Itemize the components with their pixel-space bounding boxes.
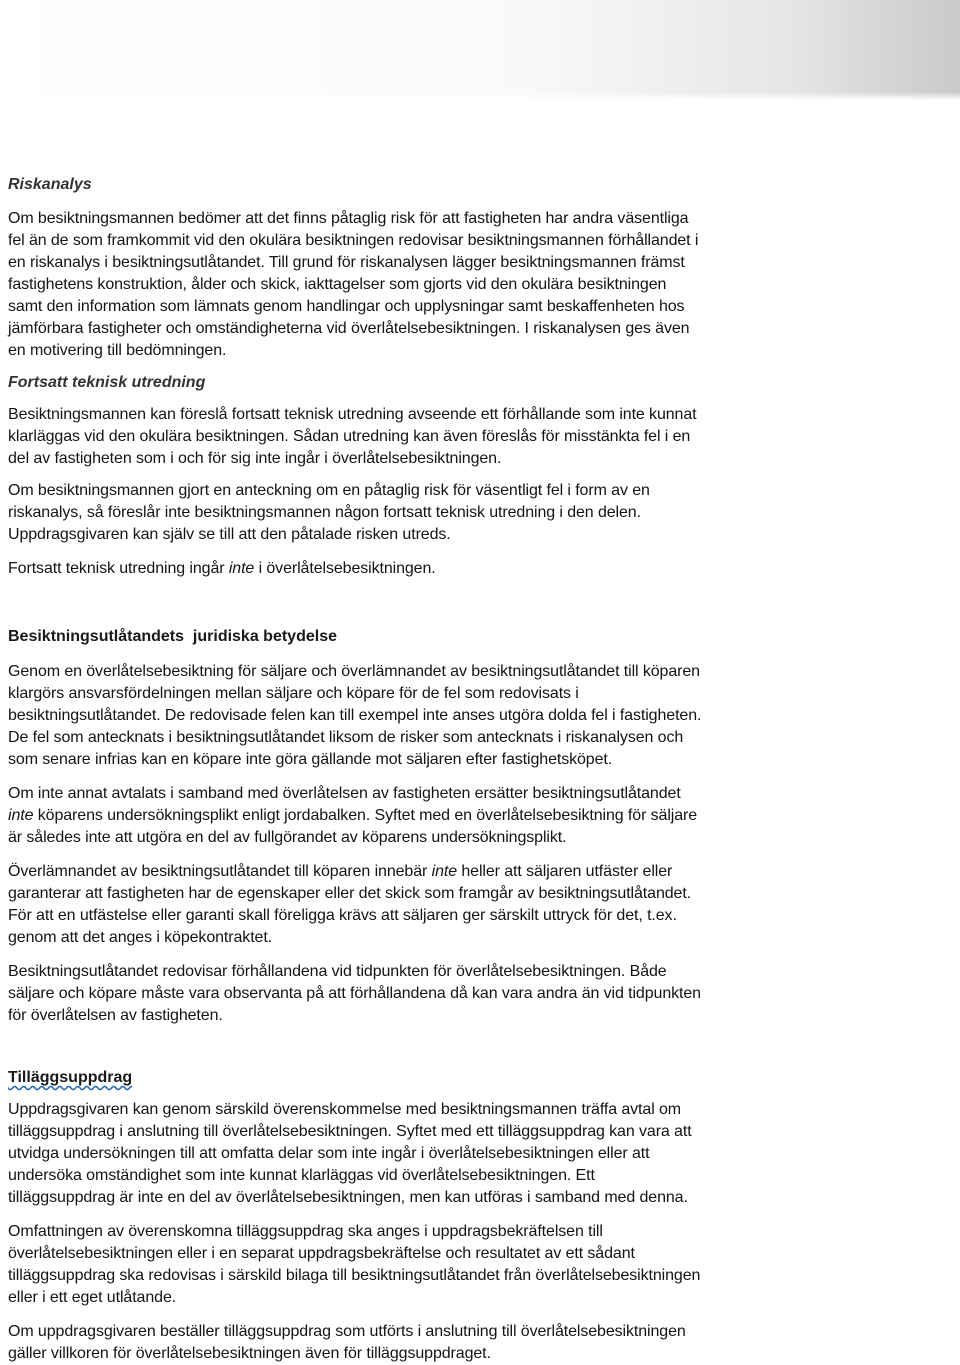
text-line: genom att det anges i köpekontraktet. bbox=[8, 929, 273, 946]
juridiska-paragraph-4 bbox=[8, 961, 953, 1027]
text-line: Uppdragsgivaren kan genom särskild överenskommelse med besiktningsmannen träffa avtal om bbox=[8, 1101, 682, 1118]
text-line: Om inte annat avtalats i samband med överlåtelsen av fastigheten ersätter besiktningsutlåtandet bbox=[8, 785, 681, 802]
text-fragment: heller att säljaren utfäster eller bbox=[457, 863, 673, 880]
emphasis-text: inte bbox=[228, 560, 255, 577]
tillagg-paragraph-3 bbox=[8, 1321, 953, 1365]
text-line: Besiktningsutlåtandet redovisar förhållandena vid tidpunkten för överlåtelsebesiktningen. Både bbox=[8, 963, 667, 980]
text-line: tilläggsuppdrag är inte en del av överlåtelsebesiktningen, men kan utföras i samband med denna. bbox=[8, 1189, 688, 1206]
heading-tillaggsuppdrag: Tilläggsuppdrag bbox=[8, 1069, 133, 1086]
text-line: eller i ett eget utlåtande. bbox=[8, 1289, 177, 1306]
text-line: Besiktningsmannen kan föreslå fortsatt teknisk utredning avseende ett förhållande som inte kunnat bbox=[8, 406, 697, 423]
text-line: överlåtelsebesiktningen eller i en separat uppdragsbekräftelse och resultatet av ett sådant bbox=[8, 1245, 635, 1262]
section-riskanalys bbox=[8, 174, 953, 362]
text-line: klargörs ansvarsfördelningen mellan säljare och köpare för de fel som redovisats i bbox=[8, 685, 579, 702]
text-line: Om besiktningsmannen gjort en anteckning om en påtaglig risk för väsentligt fel i form av en bbox=[8, 482, 650, 499]
text-fragment: Fortsatt teknisk utredning ingår bbox=[8, 560, 229, 577]
text-line: klarläggas vid den okulära besiktningen. Sådan utredning kan även föreslås för misstänkta fel i en bbox=[8, 428, 691, 445]
text-line: undersöka omständighet som inte kunnat klarläggas vid överlåtelsebesiktningen. Ett bbox=[8, 1167, 595, 1184]
section-fortsatt-teknisk-utredning bbox=[8, 372, 953, 580]
text-line: tilläggsuppdrag i anslutning till överlåtelsebesiktningen. Syftet med ett tilläggsuppdrag kan vara att bbox=[8, 1123, 692, 1140]
text-line: fel än de som framkommit vid den okulära besiktningen redovisar besiktningsmannen förhållandet i bbox=[8, 232, 699, 249]
fortsatt-paragraph-1 bbox=[8, 404, 953, 470]
fortsatt-paragraph-2 bbox=[8, 480, 953, 546]
heading-riskanalys: Riskanalys bbox=[8, 176, 92, 193]
riskanalys-paragraph bbox=[8, 208, 953, 362]
text-line: en riskanalys i besiktningsutlåtandet. Till grund för riskanalysen lägger besiktningsmannen främst bbox=[8, 254, 685, 271]
page-top-shadow bbox=[0, 0, 960, 100]
text-line: riskanalys, så föreslår inte besiktningsmannen någon fortsatt teknisk utredning i den delen. bbox=[8, 504, 641, 521]
heading-juridiska-betydelse: Besiktningsutlåtandets juridiska betydelse bbox=[8, 628, 337, 645]
text-fragment: i överlåtelsebesiktningen. bbox=[254, 560, 436, 577]
text-line: Genom en överlåtelsebesiktning för säljare och överlämnandet av besiktningsutlåtandet till köparen bbox=[8, 663, 700, 680]
tillagg-paragraph-1 bbox=[8, 1099, 953, 1209]
heading-fortsatt-teknisk-utredning: Fortsatt teknisk utredning bbox=[8, 374, 206, 391]
emphasis-text: inte bbox=[431, 863, 458, 880]
text-line: För att en utfästelse eller garanti skall föreligga krävs att säljaren ger särskilt uttryck för det, t.ex. bbox=[8, 907, 677, 924]
section-juridiska-betydelse bbox=[8, 626, 953, 1027]
emphasis-text: inte bbox=[8, 807, 34, 824]
text-line: jämförbara fastigheter och omständigheterna vid överlåtelsebesiktningen. I riskanalysen ges även bbox=[8, 320, 690, 337]
text-line: är således inte att utgöra en del av fullgörandet av köparens undersökningsplikt. bbox=[8, 829, 567, 846]
text-line: garanterar att fastigheten har de egenskaper eller det skick som framgår av besiktningsutlåtandet. bbox=[8, 885, 692, 902]
juridiska-paragraph-3 bbox=[8, 861, 953, 949]
section-tillaggsuppdrag bbox=[8, 1067, 953, 1365]
text-line bbox=[8, 861, 953, 883]
text-line bbox=[8, 558, 953, 580]
fortsatt-paragraph-3 bbox=[8, 558, 953, 580]
juridiska-paragraph-2 bbox=[8, 783, 953, 849]
juridiska-paragraph-1 bbox=[8, 661, 953, 771]
text-line: fastighetens konstruktion, ålder och skick, iakttagelser som gjorts vid den okulära besiktningen bbox=[8, 276, 667, 293]
text-line: som senare infrias kan en köpare inte göra gällande mot säljaren efter fastighetsköpet. bbox=[8, 751, 613, 768]
text-line: för överlåtelsen av fastigheten. bbox=[8, 1007, 223, 1024]
text-line: gäller villkoren för överlåtelsebesiktningen även för tilläggsuppdraget. bbox=[8, 1345, 491, 1362]
text-line bbox=[8, 805, 953, 827]
text-line: De fel som antecknats i besiktningsutlåtandet liksom de risker som antecknats i riskanalysen och bbox=[8, 729, 684, 746]
text-line: Uppdragsgivaren kan själv se till att den påtalade risken utreds. bbox=[8, 526, 451, 543]
text-line: tilläggsuppdrag ska redovisas i särskild bilaga till besiktningsutlåtandet från överlåtelsebesiktningen bbox=[8, 1267, 701, 1284]
text-line: del av fastigheten som i och för sig inte ingår i överlåtelsebesiktningen. bbox=[8, 450, 502, 467]
text-line: samt den information som lämnats genom handlingar och upplysningar samt beskaffenheten hos bbox=[8, 298, 685, 315]
text-line: Omfattningen av överenskomna tilläggsuppdrag ska anges i uppdragsbekräftelsen till bbox=[8, 1223, 603, 1240]
text-line: besiktningsutlåtandet. De redovisade felen kan till exempel inte anses utgöra dolda fel i fastigheten. bbox=[8, 707, 702, 724]
text-line: Om besiktningsmannen bedömer att det finns påtaglig risk för att fastigheten har andra väsentliga bbox=[8, 210, 689, 227]
text-line: utvidga undersökningen till att omfatta delar som inte ingår i överlåtelsebesiktningen eller att bbox=[8, 1145, 650, 1162]
text-line: en motivering till bedömningen. bbox=[8, 342, 227, 359]
text-fragment: köparens undersökningsplikt enligt jordabalken. Syftet med en överlåtelsebesiktning för säljare bbox=[33, 807, 698, 824]
tillagg-paragraph-2 bbox=[8, 1221, 953, 1309]
text-fragment: Överlämnandet av besiktningsutlåtandet till köparen innebär bbox=[8, 863, 432, 880]
text-line: Om uppdragsgivaren beställer tilläggsuppdrag som utförts i anslutning till överlåtelsebesiktningen bbox=[8, 1323, 686, 1340]
text-line: säljare och köpare måste vara observanta på att förhållandena då kan vara andra än vid tidpunkten bbox=[8, 985, 701, 1002]
